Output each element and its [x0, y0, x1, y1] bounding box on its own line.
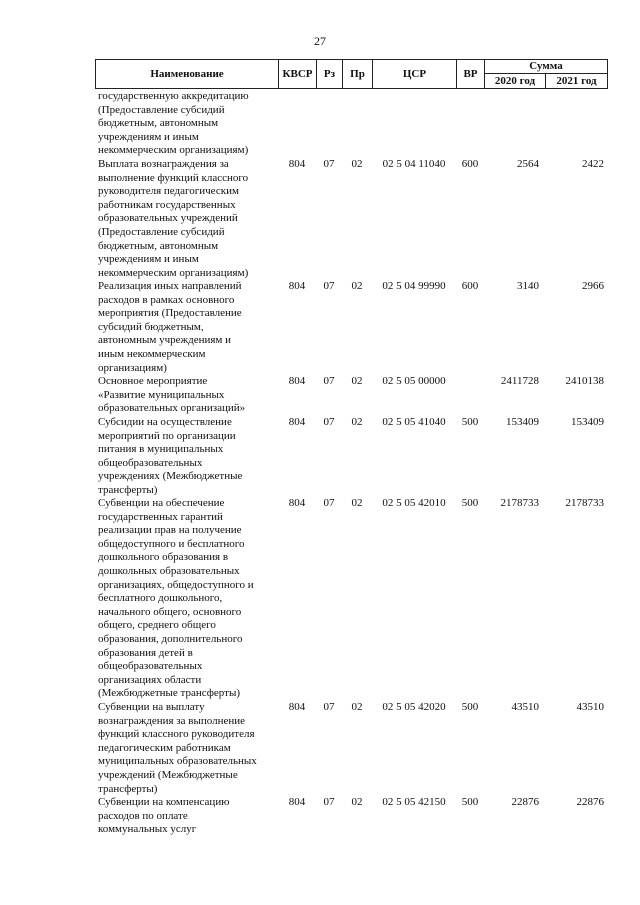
row-sum-2021: 2178733: [565, 497, 604, 509]
row-csr: 02 5 05 41040: [382, 416, 446, 428]
table-row: [95, 90, 608, 158]
row-kvsr: [278, 90, 316, 158]
row-sum-2021: [545, 90, 606, 158]
table-row: [95, 701, 608, 796]
row-pr: 02: [351, 375, 363, 387]
row-rz: 07: [323, 497, 335, 509]
row-csr: 02 5 05 00000: [382, 375, 446, 387]
row-pr: 02: [351, 416, 363, 428]
row-sum-2020: 22876: [511, 796, 539, 808]
table-header: [95, 59, 608, 89]
header-kvsr: КВСР: [279, 60, 317, 88]
row-name: государственную аккредитацию (Предоставление субсидий бюджетным, автономным учреждениям и иным некоммерческим организациям): [98, 90, 249, 157]
row-pr: [342, 90, 372, 158]
header-year-2020: 2020 год: [485, 74, 546, 88]
row-rz: 07: [323, 375, 335, 387]
table-row: [95, 796, 608, 837]
row-kvsr: 804: [288, 796, 306, 808]
row-csr: 02 5 04 11040: [382, 158, 446, 170]
table-row: [95, 280, 608, 375]
header-vr: ВР: [457, 60, 485, 88]
header-pr: Пр: [343, 60, 373, 88]
row-sum-2021: 2422: [582, 158, 604, 170]
row-vr: [456, 90, 484, 158]
row-pr: 02: [351, 796, 363, 808]
row-vr: [456, 375, 484, 416]
row-sum-2021: 2410138: [565, 375, 604, 387]
row-rz: [316, 90, 342, 158]
table-row: [95, 497, 608, 701]
row-rz: 07: [323, 701, 335, 713]
row-kvsr: 804: [288, 416, 306, 428]
table-row: [95, 416, 608, 497]
row-kvsr: 804: [288, 280, 306, 292]
row-sum-2020: 2564: [517, 158, 539, 170]
row-pr: 02: [351, 158, 363, 170]
row-csr: 02 5 04 99990: [382, 280, 446, 292]
row-kvsr: 804: [288, 497, 306, 509]
row-sum-2020: 2178733: [500, 497, 539, 509]
row-rz: 07: [323, 796, 335, 808]
row-rz: 07: [323, 158, 335, 170]
header-sum-group: [485, 60, 607, 88]
header-csr: ЦСР: [373, 60, 457, 88]
table-row: [95, 158, 608, 280]
table-body: [95, 90, 608, 837]
table-row: [95, 375, 608, 416]
row-kvsr: 804: [288, 701, 306, 713]
row-pr: 02: [351, 701, 363, 713]
row-name: Выплата вознаграждения за выполнение функций классного руководителя педагогическим работникам государственных образовательных учреждений (Предоставление субсидий бюджетным, автономным учреждениям и иным некоммерческим организациям): [98, 158, 249, 279]
header-year-2021: 2021 год: [556, 75, 597, 87]
row-rz: 07: [323, 280, 335, 292]
header-sum: Сумма: [485, 60, 607, 74]
header-name: Наименование: [96, 60, 279, 88]
row-vr: 600: [461, 280, 479, 292]
row-vr: 500: [461, 701, 479, 713]
row-sum-2020: 43510: [511, 701, 539, 713]
row-kvsr: 804: [288, 375, 306, 387]
row-name: Основное мероприятие «Развитие муниципальных образовательных организаций»: [98, 375, 246, 415]
row-sum-2021: 43510: [576, 701, 604, 713]
row-csr: 02 5 05 42150: [382, 796, 446, 808]
row-csr: 02 5 05 42010: [382, 497, 446, 509]
row-name: Субсидии на осуществление мероприятий по организации питания в муниципальных общеобразовательных учреждениях (Межбюджетные трансферты): [98, 416, 243, 496]
row-sum-2020: 153409: [506, 416, 539, 428]
row-name: Субвенции на компенсацию расходов по оплате коммунальных услуг: [98, 796, 230, 836]
row-name: Субвенции на выплату вознаграждения за выполнение функций классного руководителя педагогическим работникам муниципальных образовательных учреждений (Межбюджетные трансферты): [98, 701, 257, 795]
row-vr: 500: [461, 416, 479, 428]
row-sum-2021: 22876: [576, 796, 604, 808]
row-vr: 600: [461, 158, 479, 170]
row-vr: 500: [461, 796, 479, 808]
row-name: Субвенции на обеспечение государственных гарантий реализации прав на получение общедоступного и бесплатного дошкольного образования в дошкольных образовательных организациях, общедоступного и бесплатного дошкольного, начального общего, основного общего, среднего общего образования, дополнительного образования детей в общеобразовательных организациях области (Межбюджетные трансферты): [98, 497, 254, 700]
row-kvsr: 804: [288, 158, 306, 170]
header-rz: Рз: [317, 60, 343, 88]
row-sum-2021: 2966: [582, 280, 604, 292]
row-rz: 07: [323, 416, 335, 428]
row-sum-2020: 3140: [517, 280, 539, 292]
row-pr: 02: [351, 280, 363, 292]
row-sum-2020: [484, 90, 545, 158]
row-csr: [372, 90, 456, 158]
row-sum-2020: 2411728: [500, 375, 539, 387]
row-name: Реализация иных направлений расходов в рамках основного мероприятия (Предоставление субсидий бюджетным, автономным учреждениям и иным некоммерческим организациям): [98, 280, 242, 374]
page-number: 27: [314, 34, 326, 48]
row-sum-2021: 153409: [571, 416, 604, 428]
row-pr: 02: [351, 497, 363, 509]
row-vr: 500: [461, 497, 479, 509]
row-csr: 02 5 05 42020: [382, 701, 446, 713]
